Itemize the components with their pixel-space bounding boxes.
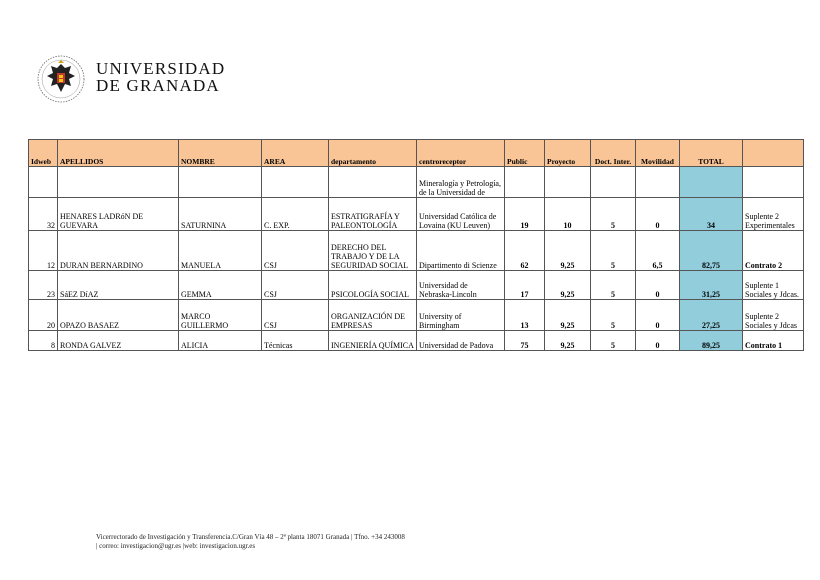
cell-idweb bbox=[29, 167, 58, 198]
cell-nombre: MARCO GUILLERMO bbox=[179, 300, 262, 331]
cell-apellidos: DURAN BERNARDINO bbox=[58, 231, 179, 271]
cell-total: 34 bbox=[680, 198, 743, 231]
cell-nota: Suplente 2 Experimentales bbox=[743, 198, 804, 231]
cell-area: Técnicas bbox=[262, 331, 329, 351]
cell-area: CSJ bbox=[262, 300, 329, 331]
results-table bbox=[28, 139, 804, 351]
cell-idweb: 20 bbox=[29, 300, 58, 331]
cell-apellidos bbox=[58, 167, 179, 198]
col-idweb: Idweb bbox=[29, 140, 58, 167]
cell-centro: Dipartimento di Scienze bbox=[417, 231, 505, 271]
university-name-line2: DE GRANADA bbox=[96, 76, 220, 95]
cell-public: 75 bbox=[505, 331, 545, 351]
cell-doct bbox=[591, 167, 636, 198]
cell-doct: 5 bbox=[591, 331, 636, 351]
col-nota bbox=[743, 140, 804, 167]
cell-doct: 5 bbox=[591, 300, 636, 331]
cell-nombre: ALICIA bbox=[179, 331, 262, 351]
cell-proyecto: 9,25 bbox=[545, 300, 591, 331]
table-row bbox=[29, 271, 804, 300]
cell-doct: 5 bbox=[591, 271, 636, 300]
header-row bbox=[29, 140, 804, 167]
cell-movilidad: 0 bbox=[636, 271, 680, 300]
cell-proyecto: 9,25 bbox=[545, 331, 591, 351]
cell-departamento: ESTRATIGRAFÍA Y PALEONTOLOGÍA bbox=[329, 198, 417, 231]
cell-area bbox=[262, 167, 329, 198]
table-row bbox=[29, 300, 804, 331]
cell-public: 62 bbox=[505, 231, 545, 271]
cell-nombre: SATURNINA bbox=[179, 198, 262, 231]
cell-movilidad: 6,5 bbox=[636, 231, 680, 271]
cell-movilidad: 0 bbox=[636, 300, 680, 331]
cell-nombre: GEMMA bbox=[179, 271, 262, 300]
cell-centro: University of Birmingham bbox=[417, 300, 505, 331]
cell-public: 13 bbox=[505, 300, 545, 331]
cell-area: C. EXP. bbox=[262, 198, 329, 231]
cell-centro: Universidad de Nebraska-Lincoln bbox=[417, 271, 505, 300]
university-name bbox=[96, 60, 225, 94]
cell-movilidad bbox=[636, 167, 680, 198]
cell-doct: 5 bbox=[591, 198, 636, 231]
cell-public: 17 bbox=[505, 271, 545, 300]
cell-nota: Contrato 1 bbox=[743, 331, 804, 351]
table-row bbox=[29, 331, 804, 351]
cell-proyecto: 9,25 bbox=[545, 271, 591, 300]
cell-nota: Suplente 2 Sociales y Jdcas bbox=[743, 300, 804, 331]
cell-total bbox=[680, 167, 743, 198]
col-doct-inter: Doct. Inter. bbox=[591, 140, 636, 167]
col-departamento: departamento bbox=[329, 140, 417, 167]
col-area: AREA bbox=[262, 140, 329, 167]
cell-apellidos: RONDA GALVEZ bbox=[58, 331, 179, 351]
table-row bbox=[29, 198, 804, 231]
cell-public: 19 bbox=[505, 198, 545, 231]
cell-doct: 5 bbox=[591, 231, 636, 271]
cell-idweb: 8 bbox=[29, 331, 58, 351]
cell-apellidos: SáEZ DíAZ bbox=[58, 271, 179, 300]
cell-total: 82,75 bbox=[680, 231, 743, 271]
cell-nota bbox=[743, 167, 804, 198]
col-apellidos: APELLIDOS bbox=[58, 140, 179, 167]
col-public: Public bbox=[505, 140, 545, 167]
cell-nombre: MANUELA bbox=[179, 231, 262, 271]
cell-proyecto: 10 bbox=[545, 198, 591, 231]
cell-departamento: DERECHO DEL TRABAJO Y DE LA SEGURIDAD SOCIAL bbox=[329, 231, 417, 271]
footer-address: Vicerrectorado de Investigación y Transferencia.C/Gran Vía 48 – 2ª planta 18071 Granada | Tfno. +34 243008 bbox=[96, 533, 405, 541]
cell-total: 27,25 bbox=[680, 300, 743, 331]
cell-departamento: INGENIERÍA QUÍMICA bbox=[329, 331, 417, 351]
cell-centro: Universidad de Padova bbox=[417, 331, 505, 351]
cell-area: CSJ bbox=[262, 231, 329, 271]
col-total: TOTAL bbox=[680, 140, 743, 167]
cell-public bbox=[505, 167, 545, 198]
cell-departamento: ORGANIZACIÓN DE EMPRESAS bbox=[329, 300, 417, 331]
footer-contact: | correo: investigacion@ugr.es |web: investigacion.ugr.es bbox=[96, 542, 256, 550]
cell-nombre bbox=[179, 167, 262, 198]
col-proyecto: Proyecto bbox=[545, 140, 591, 167]
cell-nota: Contrato 2 bbox=[743, 231, 804, 271]
footer bbox=[96, 533, 405, 551]
cell-apellidos: OPAZO BASAEZ bbox=[58, 300, 179, 331]
university-name-line1: UNIVERSIDAD bbox=[96, 59, 226, 78]
col-movilidad: Movilidad bbox=[636, 140, 680, 167]
col-nombre: NOMBRE bbox=[179, 140, 262, 167]
cell-area: CSJ bbox=[262, 271, 329, 300]
cell-movilidad: 0 bbox=[636, 331, 680, 351]
cell-proyecto bbox=[545, 167, 591, 198]
cell-idweb: 12 bbox=[29, 231, 58, 271]
cell-departamento bbox=[329, 167, 417, 198]
cell-proyecto: 9,25 bbox=[545, 231, 591, 271]
university-seal-icon bbox=[36, 54, 86, 104]
cell-total: 89,25 bbox=[680, 331, 743, 351]
cell-idweb: 32 bbox=[29, 198, 58, 231]
cell-idweb: 23 bbox=[29, 271, 58, 300]
cell-total: 31,25 bbox=[680, 271, 743, 300]
cell-movilidad: 0 bbox=[636, 198, 680, 231]
col-centroreceptor: centroreceptor bbox=[417, 140, 505, 167]
cell-nota: Suplente 1 Sociales y Jdcas. bbox=[743, 271, 804, 300]
cell-centro: Universidad Católica de Lovaina (KU Leuven) bbox=[417, 198, 505, 231]
table-row bbox=[29, 167, 804, 198]
table-row bbox=[29, 231, 804, 271]
cell-centro: Mineralogía y Petrología, de la Universidad de bbox=[417, 167, 505, 198]
cell-apellidos: HENARES LADRóN DE GUEVARA bbox=[58, 198, 179, 231]
cell-departamento: PSICOLOGÍA SOCIAL bbox=[329, 271, 417, 300]
